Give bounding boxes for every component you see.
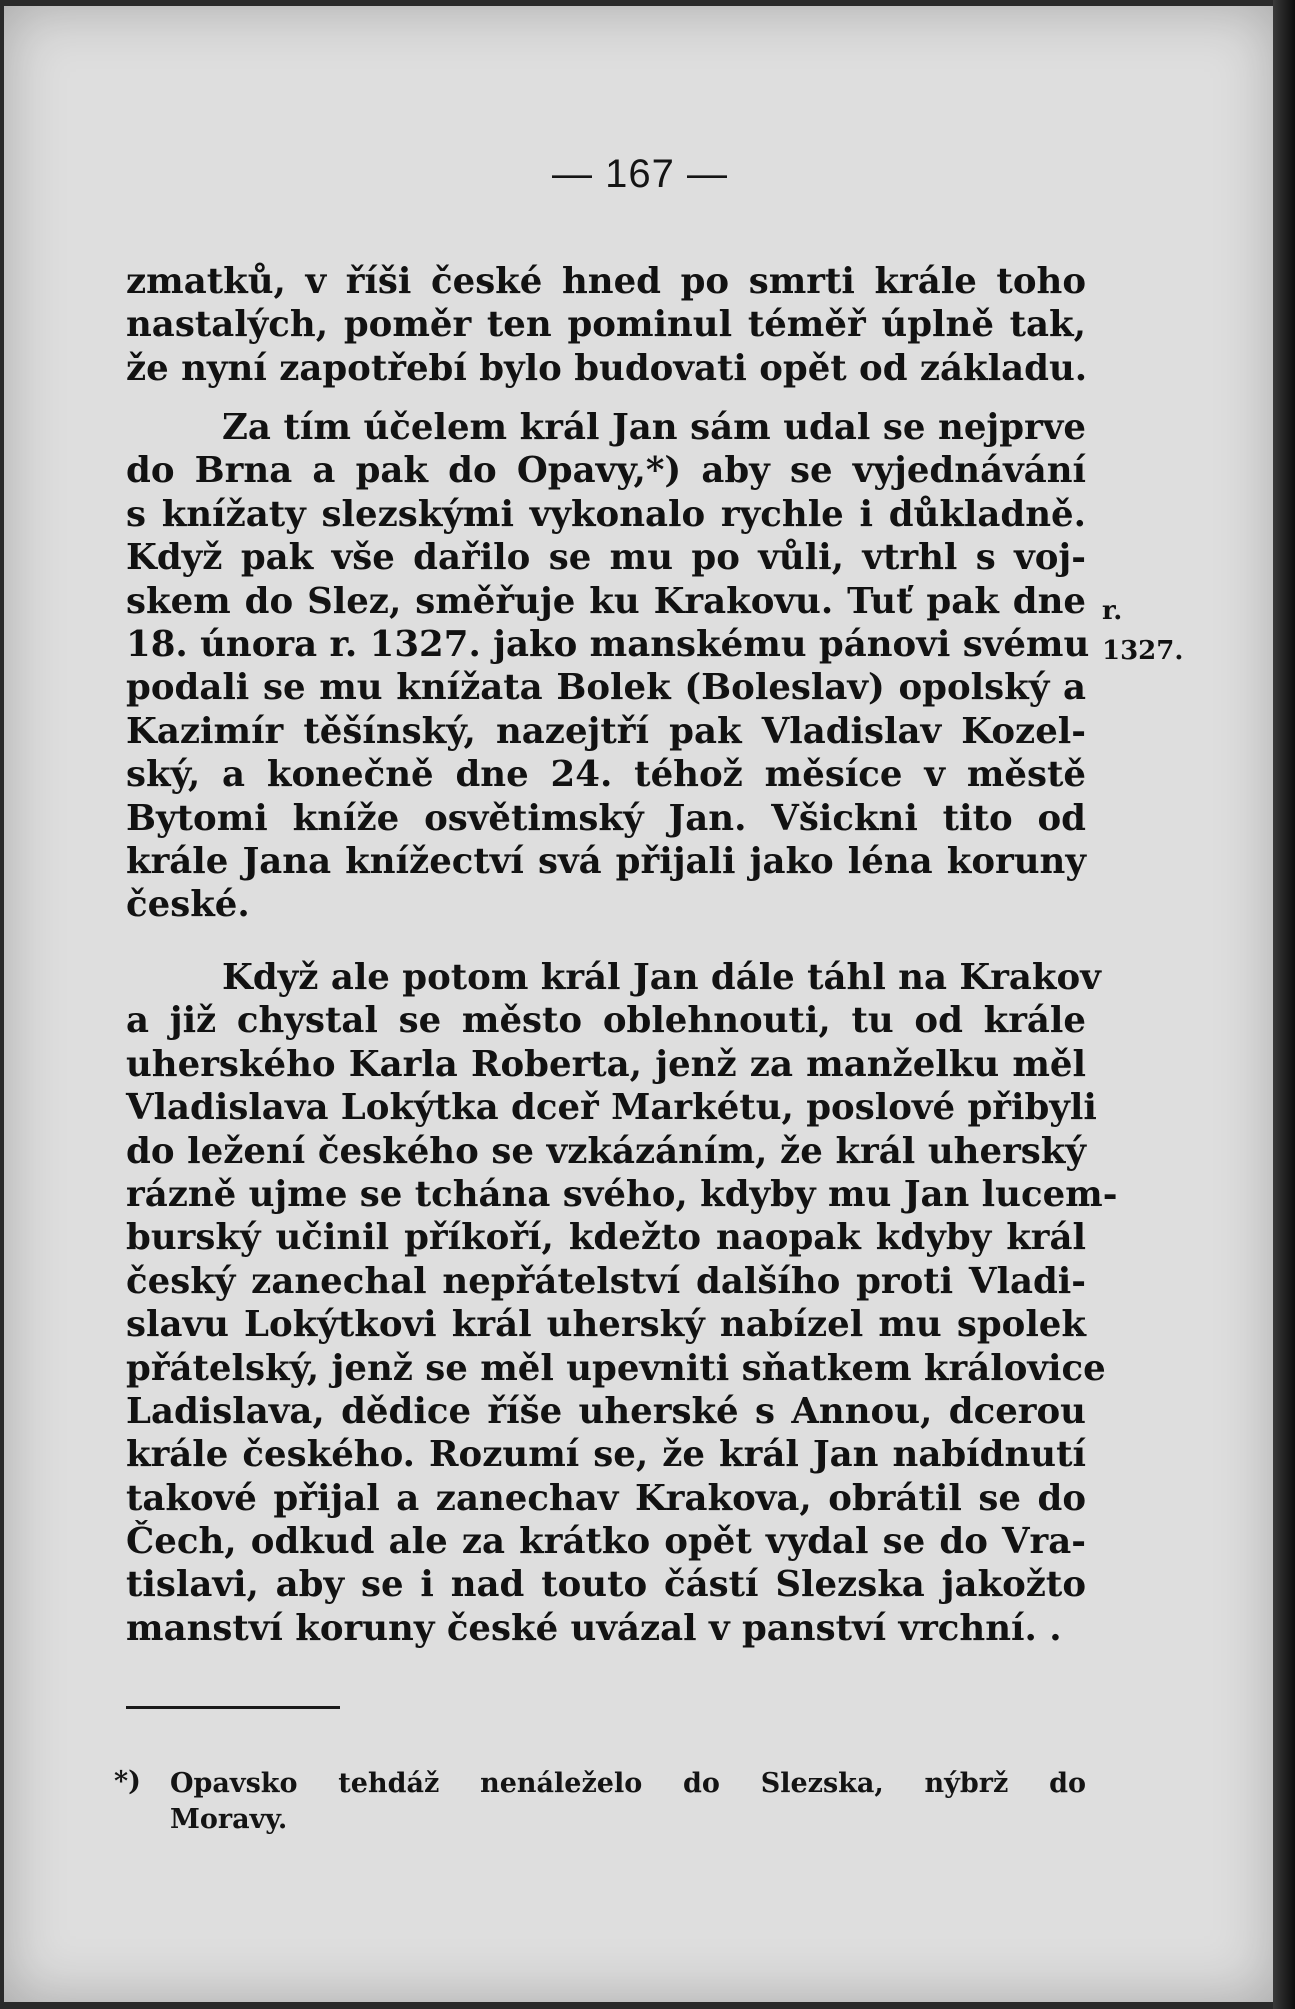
text-line: Když ale potom král Jan dále táhl na Krakov [222,957,1101,998]
text-line: zmatků, v říši české hned po smrti krále toho [126,261,1086,302]
footnote-divider [126,1706,340,1709]
footnote [114,1766,1086,1838]
text-line: uherského Karla Roberta, jenž za manželku měl [126,1043,1086,1085]
text-line: české. [126,884,250,926]
text-line: 18. února r. 1327. jako manskému pánovi svému [126,623,1090,665]
text-line: český zanechal nepřátelství dalšího proti Vladi- [126,1260,1086,1302]
text-line: manství koruny české uvázal v panství vrchní. . [126,1607,1062,1649]
text-line: nastalých, poměr ten pominul téměř úplně tak, [126,304,1086,346]
margin-year-prefix: r. [1102,596,1123,626]
footnote-mark: *) [114,1766,141,1797]
text-line: do Brna a pak do Opavy,*) aby se vyjednávání [126,450,1086,492]
text-line: do ležení českého se vzkázáním, že král uherský [126,1130,1086,1172]
page-number: — 167 — [552,152,728,196]
paragraph-3 [126,956,1118,1650]
text-line: a již chystal se město oblehnouti, tu od krále [126,1000,1086,1042]
footnote-line: Opavsko tehdáž nenáleželo do Slezska, nýbrž do [170,1768,1086,1799]
paragraph-1 [126,260,1086,390]
margin-year: 1327. [1102,636,1184,666]
text-line: Když pak vše dařilo se mu po vůli, vtrhl s voj- [126,537,1086,579]
text-line: Vladislava Lokýtka dceř Markétu, poslové přibyli [126,1087,1097,1129]
text-line: takové přijal a zanechav Krakova, obrátil se do [126,1477,1086,1519]
text-line: Bytomi kníže osvětimský Jan. Všickni tito od [126,797,1086,839]
text-line: Za tím účelem král Jan sám udal se nejprve [222,407,1086,448]
text-line: Kazimír těšínský, nazejtří pak Vladislav Kozel- [126,710,1086,752]
paragraph-2 [126,406,1090,927]
text-line: Ladislava, dědice říše uherské s Annou, dcerou [126,1390,1086,1432]
text-line: skem do Slez, směřuje ku Krakovu. Tuť pak dne [126,580,1086,622]
book-page [4,6,1276,2002]
text-line: rázně ujme se tchána svého, kdyby mu Jan lucem- [126,1173,1118,1215]
text-line: že nyní zapotřebí bylo budovati opět od základu. [126,347,1088,389]
text-line: podali se mu knížata Bolek (Boleslav) opolský a [126,667,1086,709]
text-line: s knížaty slezskými vykonalo rychle i důkladně. [126,493,1086,535]
text-line: slavu Lokýtkovi král uherský nabízel mu spolek [126,1304,1086,1346]
text-line: Čech, odkud ale za krátko opět vydal se do Vra- [126,1521,1086,1563]
text-line: burský učinil příkoří, kdežto naopak kdyby král [126,1217,1086,1259]
text-line: přátelský, jenž se měl upevniti sňatkem královice [126,1347,1106,1389]
book-edge [1273,0,1295,2009]
text-line: ský, a konečně dne 24. téhož měsíce v městě [126,754,1086,796]
text-line: krále Jana knížectví svá přijali jako léna koruny [126,840,1086,882]
text-line: tislavi, aby se i nad touto částí Slezska jakožto [126,1564,1086,1606]
text-line: krále českého. Rozumí se, že král Jan nabídnutí [126,1434,1086,1476]
footnote-line: Moravy. [170,1804,288,1835]
